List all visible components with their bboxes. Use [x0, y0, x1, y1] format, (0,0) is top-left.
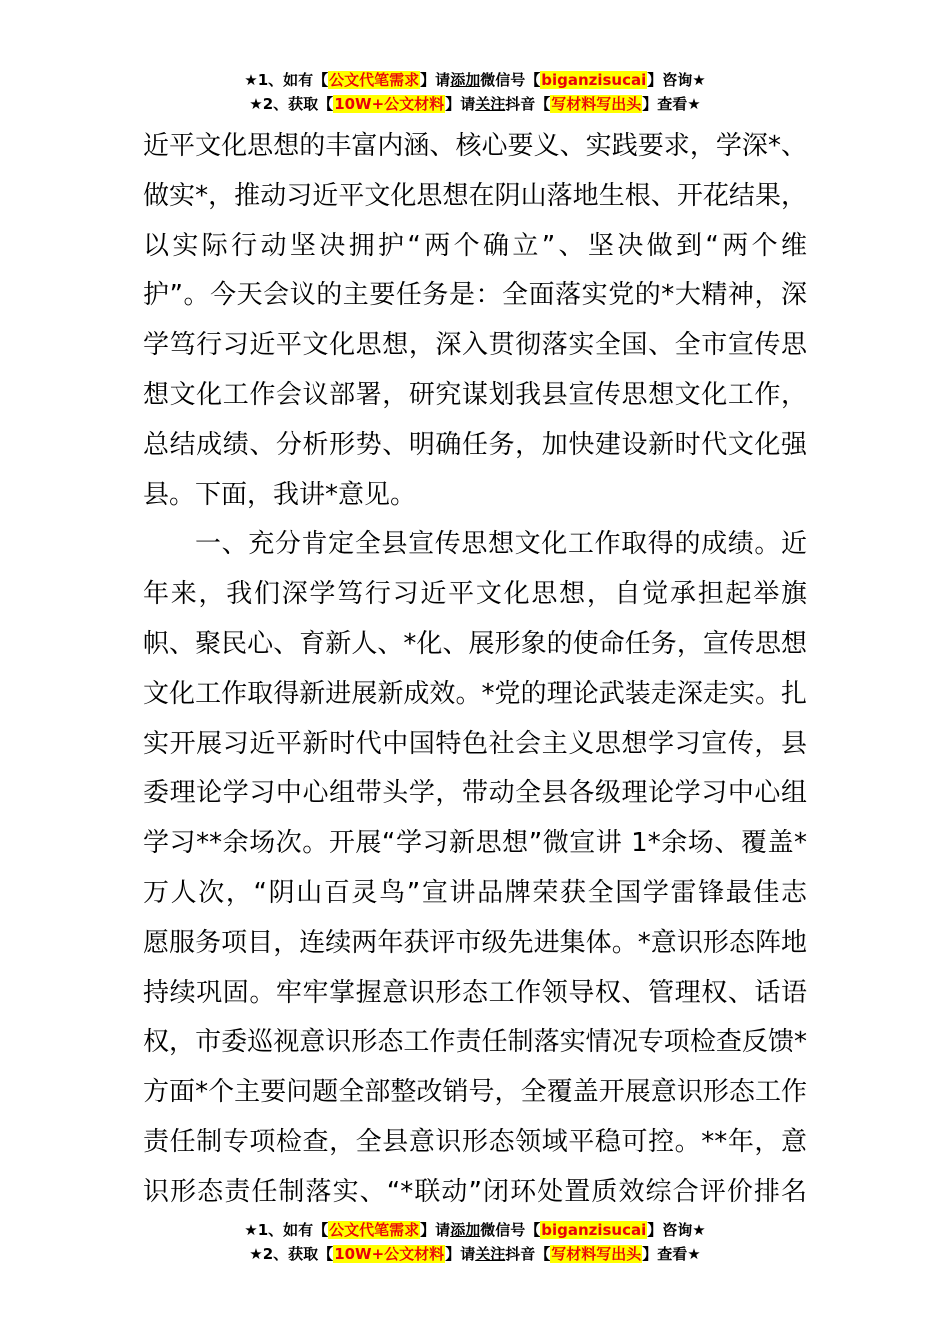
header-banner: [0, 68, 950, 116]
banner-underlined: 关注: [475, 95, 506, 113]
banner-text: 】请: [420, 1221, 451, 1239]
text-line: 万人次，“阴山百灵鸟”宣讲品牌荣获全国学雷锋最佳志: [143, 877, 807, 908]
text-line: 责任制专项检查，全县意识形态领域平稳可控。**年，意: [143, 1126, 807, 1157]
banner-highlight: 公文代笔需求: [329, 71, 420, 89]
banner-text: 】请: [445, 95, 476, 113]
banner-text: 抖音【: [505, 1245, 551, 1263]
paragraph: [143, 122, 807, 520]
text-line: 持续巩固。牢牢掌握意识形态工作领导权、管理权、话语: [143, 977, 807, 1008]
text-line: 帜、聚民心、育新人、*化、展形象的使命任务，宣传思想: [143, 628, 807, 659]
banner-highlight: biganzisucai: [541, 71, 647, 89]
text-line: 想文化工作会议部署，研究谋划我县宣传思想文化工作，: [143, 379, 807, 410]
banner-text: 】查看★: [642, 95, 701, 113]
banner-text: 抖音【: [505, 95, 551, 113]
text-line: 权，市委巡视意识形态工作责任制落实情况专项检查反馈*: [143, 1027, 807, 1058]
document-body: [143, 122, 807, 1218]
text-line: 以实际行动坚决拥护“两个确立”、坚决做到“两个维: [143, 230, 807, 261]
text-line: 愿服务项目，连续两年获评市级先进集体。*意识形态阵地: [143, 927, 807, 958]
banner-text: ★1、如有【: [244, 71, 329, 89]
banner-highlight: 写材料写出头: [551, 95, 642, 113]
text-line: 识形态责任制落实、“*联动”闭环处置质效综合评价排名: [143, 1176, 807, 1207]
banner-text: ★2、获取【: [249, 95, 334, 113]
text-line: 近平文化思想的丰富内涵、核心要义、实践要求，学深*、: [143, 131, 807, 161]
banner-text: ★2、获取【: [249, 1245, 334, 1263]
banner-highlight: 写材料写出头: [551, 1245, 642, 1263]
banner-text: ★1、如有【: [244, 1221, 329, 1239]
banner-highlight: biganzisucai: [541, 1221, 647, 1239]
footer-banner: [0, 1218, 950, 1266]
banner-text: 】咨询★: [647, 71, 706, 89]
text-line: 文化工作取得新进展新成效。*党的理论武装走深走实。扎: [143, 678, 807, 709]
banner-line-2: [0, 1242, 950, 1266]
text-line: 学习**余场次。开展“学习新思想”微宣讲 1*余场、覆盖*: [143, 828, 807, 859]
banner-line-2: [0, 92, 950, 116]
banner-highlight: 公文代笔需求: [329, 1221, 420, 1239]
text-line: 一、充分肯定全县宣传思想文化工作取得的成绩。近: [195, 529, 807, 560]
banner-text: 微信号【: [480, 71, 541, 89]
banner-underlined: 关注: [475, 1245, 506, 1263]
banner-line-1: [0, 68, 950, 92]
text-line: 委理论学习中心组带头学，带动全县各级理论学习中心组: [143, 778, 807, 809]
banner-highlight: 10W+公文材料: [334, 1245, 445, 1263]
text-line: 总结成绩、分析形势、明确任务，加快建设新时代文化强: [143, 429, 807, 460]
text-line: 做实*，推动习近平文化思想在阴山落地生根、开花结果，: [143, 180, 807, 211]
text-line: 县。下面，我讲*意见。: [143, 479, 417, 510]
text-line: 护”。今天会议的主要任务是：全面落实党的*大精神，深: [143, 280, 807, 311]
banner-line-1: [0, 1218, 950, 1242]
banner-text: 】请: [420, 71, 451, 89]
banner-underlined: 添加: [450, 1221, 481, 1239]
banner-underlined: 添加: [450, 71, 481, 89]
banner-text: 微信号【: [480, 1221, 541, 1239]
text-line: 实开展习近平新时代中国特色社会主义思想学习宣传，县: [143, 728, 807, 759]
paragraph: [143, 520, 807, 1217]
banner-text: 】查看★: [642, 1245, 701, 1263]
text-line: 方面*个主要问题全部整改销号，全覆盖开展意识形态工作: [143, 1077, 807, 1108]
banner-text: 】请: [445, 1245, 476, 1263]
banner-text: 】咨询★: [647, 1221, 706, 1239]
banner-highlight: 10W+公文材料: [334, 95, 445, 113]
text-line: 年来，我们深学笃行习近平文化思想，自觉承担起举旗: [143, 579, 807, 610]
text-line: 学笃行习近平文化思想，深入贯彻落实全国、全市宣传思: [143, 330, 807, 361]
